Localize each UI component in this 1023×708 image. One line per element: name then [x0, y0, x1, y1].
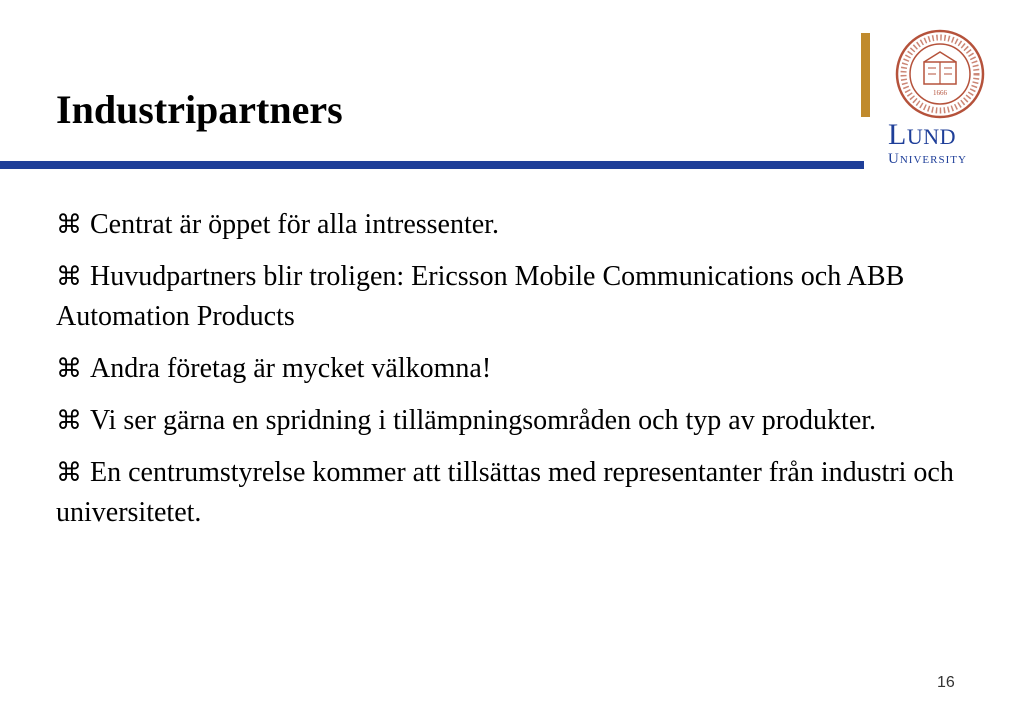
bullet-item [56, 453, 956, 533]
bullet-text: Centrat är öppet för alla intressenter. [90, 209, 499, 240]
bullet-text: En centrumstyrelse kommer att tillsättas med representanter från industri och universitetet. [56, 457, 954, 528]
university-seal-icon [894, 28, 986, 120]
bullet-item [56, 257, 956, 337]
logo-subtitle [888, 151, 1000, 168]
command-key-icon: ⌘ [56, 406, 82, 436]
command-key-icon: ⌘ [56, 354, 82, 384]
bullet-item [56, 401, 956, 441]
page-number: 16 [937, 674, 955, 691]
logo-name-initial: L [888, 118, 907, 151]
logo-subtitle-initial: U [888, 151, 900, 167]
logo-accent-bar [861, 33, 870, 117]
command-key-icon: ⌘ [56, 262, 82, 292]
bullet-list [56, 205, 956, 545]
command-key-icon: ⌘ [56, 210, 82, 240]
bullet-text: Andra företag är mycket välkomna! [90, 353, 492, 384]
command-key-icon: ⌘ [56, 458, 82, 488]
seal-year: 1666 [933, 89, 947, 97]
logo-name-rest: UND [906, 124, 956, 149]
slide-title: Industripartners [56, 87, 343, 132]
logo-name [888, 120, 1000, 152]
title-rule [0, 161, 864, 169]
lund-university-logo [880, 22, 1000, 172]
bullet-item [56, 349, 956, 389]
bullet-item [56, 205, 956, 245]
bullet-text: Vi ser gärna en spridning i tillämpningsområden och typ av produkter. [90, 405, 877, 436]
logo-subtitle-rest: NIVERSITY [899, 154, 967, 166]
bullet-text: Huvudpartners blir troligen: Ericsson Mobile Communications och ABB Automation Products [56, 261, 905, 332]
